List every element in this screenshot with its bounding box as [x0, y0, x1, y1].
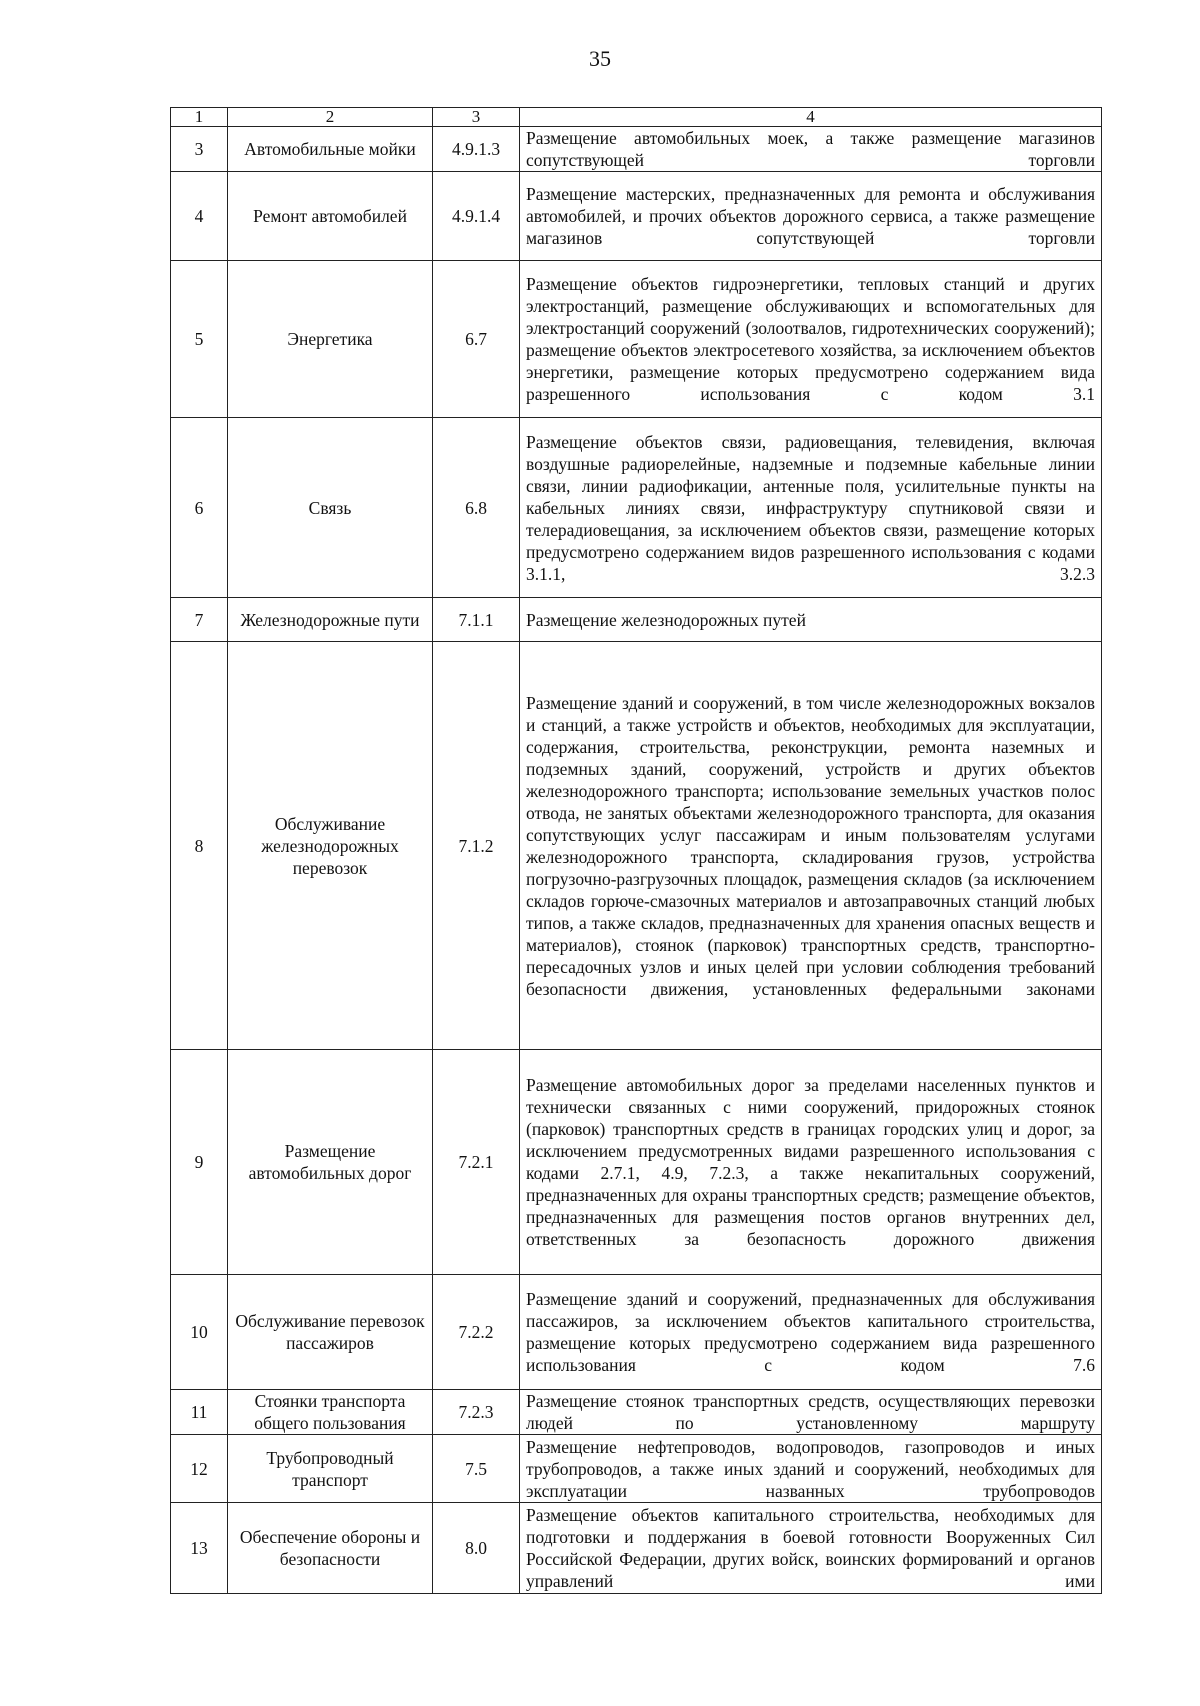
use-type-name: Обслуживание перевозок пассажиров [228, 1275, 433, 1390]
row-number: 3 [171, 127, 228, 172]
use-type-code: 8.0 [433, 1503, 520, 1594]
use-type-description: Размещение объектов капитального строительства, необходимых для подготовки и поддержания в боевой готовности Вооруженных Сил Российской Федерации, других войск, воинских формирований и органов управлений ими [520, 1503, 1102, 1594]
use-type-name: Связь [228, 418, 433, 598]
page-number: 35 [589, 46, 611, 71]
table-row [171, 1435, 1102, 1503]
table-row [171, 1503, 1102, 1594]
table-row [171, 642, 1102, 1050]
row-number: 10 [171, 1275, 228, 1390]
row-number: 8 [171, 642, 228, 1050]
use-type-code: 4.9.1.3 [433, 127, 520, 172]
use-type-code: 7.1.2 [433, 642, 520, 1050]
use-type-name: Обслуживание железнодорожных перевозок [228, 642, 433, 1050]
use-type-description: Размещение объектов гидроэнергетики, тепловых станций и других электростанций, размещение обслуживающих и вспомогательных для электростанций сооружений (золоотвалов, гидротехнических сооружений); размещение объектов электросетевого хозяйства, за исключением объектов энергетики, размещение которых предусмотрено содержанием вида разрешенного использования с кодом 3.1 [520, 261, 1102, 418]
table-row [171, 418, 1102, 598]
use-type-name: Размещение автомобильных дорог [228, 1050, 433, 1275]
use-type-code: 7.2.2 [433, 1275, 520, 1390]
header-col-3: 3 [433, 108, 520, 127]
table-row [171, 1050, 1102, 1275]
use-type-name: Трубопроводный транспорт [228, 1435, 433, 1503]
use-type-description: Размещение мастерских, предназначенных для ремонта и обслуживания автомобилей, и прочих объектов дорожного сервиса, а также размещение магазинов сопутствующей торговли [520, 172, 1102, 261]
use-type-description: Размещение железнодорожных путей [520, 598, 1102, 642]
table-header-row [171, 108, 1102, 127]
use-type-code: 6.8 [433, 418, 520, 598]
table-row [171, 261, 1102, 418]
row-number: 4 [171, 172, 228, 261]
header-col-1: 1 [171, 108, 228, 127]
header-col-2: 2 [228, 108, 433, 127]
use-type-description: Размещение автомобильных моек, а также размещение магазинов сопутствующей торговли [520, 127, 1102, 172]
row-number: 6 [171, 418, 228, 598]
table-row [171, 1390, 1102, 1435]
table-row [171, 598, 1102, 642]
use-type-description: Размещение нефтепроводов, водопроводов, газопроводов и иных трубопроводов, а также иных зданий и сооружений, необходимых для эксплуатации названных трубопроводов [520, 1435, 1102, 1503]
use-type-description: Размещение зданий и сооружений, предназначенных для обслуживания пассажиров, за исключением объектов капитального строительства, размещение которых предусмотрено содержанием вида разрешенного использования с кодом 7.6 [520, 1275, 1102, 1390]
row-number: 5 [171, 261, 228, 418]
use-type-code: 4.9.1.4 [433, 172, 520, 261]
use-type-description: Размещение стоянок транспортных средств, осуществляющих перевозки людей по установленному маршруту [520, 1390, 1102, 1435]
use-type-name: Энергетика [228, 261, 433, 418]
use-type-description: Размещение автомобильных дорог за пределами населенных пунктов и технически связанных с ними сооружений, придорожных стоянок (парковок) транспортных средств в границах городских улиц и дорог, за исключением предусмотренных видами разрешенного использования с кодами 2.7.1, 4.9, 7.2.3, а также некапитальных сооружений, предназначенных для охраны транспортных средств; размещение объектов, предназначенных для размещения постов органов внутренних дел, ответственных за безопасность дорожного движения [520, 1050, 1102, 1275]
row-number: 13 [171, 1503, 228, 1594]
row-number: 7 [171, 598, 228, 642]
land-use-table [170, 107, 1102, 1594]
use-type-code: 6.7 [433, 261, 520, 418]
row-number: 11 [171, 1390, 228, 1435]
use-type-description: Размещение объектов связи, радиовещания, телевидения, включая воздушные радиорелейные, надземные и подземные кабельные линии связи, линии радиофикации, антенные поля, усилительные пункты на кабельных линиях связи, инфраструктуру спутниковой связи и телерадиовещания, за исключением объектов связи, размещение которых предусмотрено содержанием видов разрешенного использования с кодами 3.1.1, 3.2.3 [520, 418, 1102, 598]
use-type-name: Обеспечение обороны и безопасности [228, 1503, 433, 1594]
use-type-code: 7.1.1 [433, 598, 520, 642]
use-type-code: 7.2.3 [433, 1390, 520, 1435]
table-row [171, 1275, 1102, 1390]
use-type-name: Ремонт автомобилей [228, 172, 433, 261]
table-row [171, 172, 1102, 261]
use-type-code: 7.5 [433, 1435, 520, 1503]
use-type-name: Стоянки транспорта общего пользования [228, 1390, 433, 1435]
use-type-code: 7.2.1 [433, 1050, 520, 1275]
row-number: 9 [171, 1050, 228, 1275]
table-row [171, 127, 1102, 172]
use-type-name: Автомобильные мойки [228, 127, 433, 172]
row-number: 12 [171, 1435, 228, 1503]
header-col-4: 4 [520, 108, 1102, 127]
use-type-name: Железнодорожные пути [228, 598, 433, 642]
use-type-description: Размещение зданий и сооружений, в том числе железнодорожных вокзалов и станций, а также устройств и объектов, необходимых для эксплуатации, содержания, строительства, реконструкции, ремонта наземных и подземных зданий, сооружений, устройств и других объектов железнодорожного транспорта; использование земельных участков полос отвода, не занятых объектами железнодорожного транспорта, для оказания сопутствующих услуг пассажирам и иным пользователям услугами железнодорожного транспорта, складирования грузов, устройства погрузочно-разгрузочных площадок, размещения складов (за исключением складов горюче-смазочных материалов и автозаправочных станций любых типов, а также складов, предназначенных для хранения опасных веществ и материалов), стоянок (парковок) транспортных средств, транспортно-пересадочных узлов и иных целей при условии соблюдения требований безопасности движения, установленных федеральными законами [520, 642, 1102, 1050]
